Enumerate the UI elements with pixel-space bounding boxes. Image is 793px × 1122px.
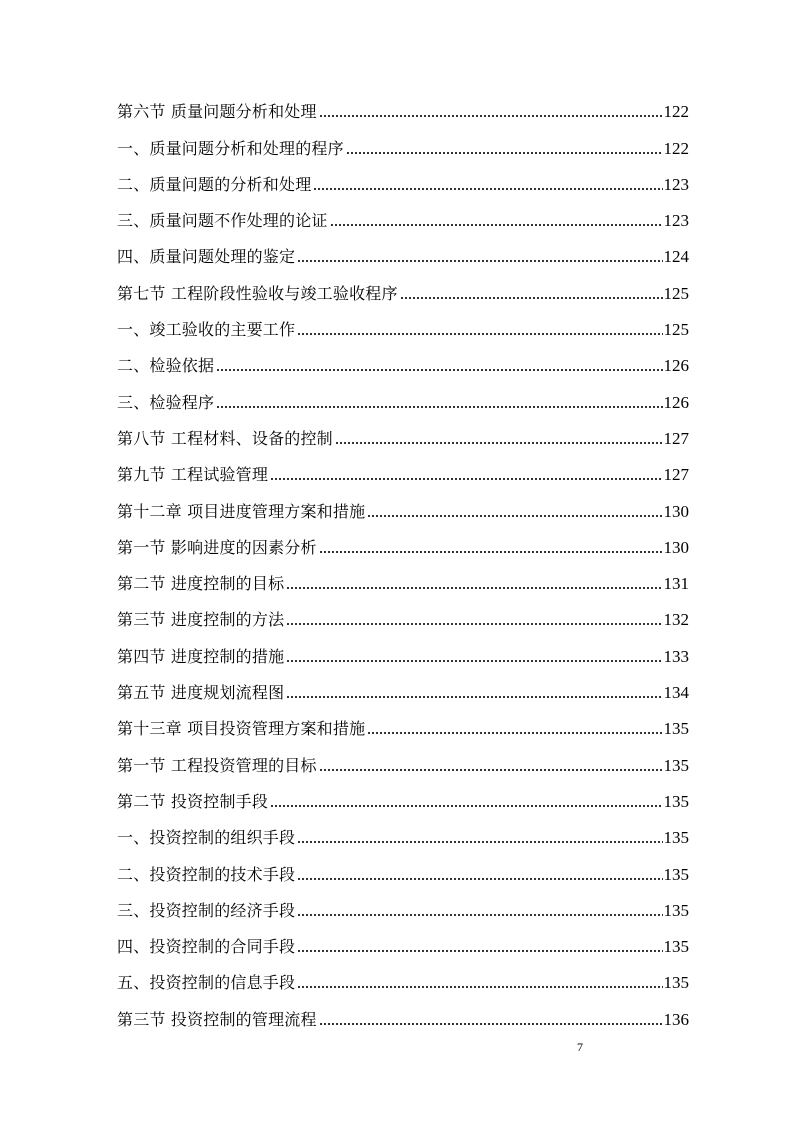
toc-entry-page: 130 — [663, 537, 689, 557]
toc-entry-title: 三、质量问题不作处理的论证 — [117, 211, 328, 231]
toc-entry-page: 126 — [663, 356, 689, 376]
toc-entry-page: 136 — [663, 1009, 689, 1029]
toc-entry-title: 一、竣工验收的主要工作 — [117, 320, 296, 340]
toc-dot-leader — [286, 622, 662, 626]
toc-entry[interactable] — [117, 848, 689, 884]
toc-entry-page: 125 — [663, 320, 689, 340]
toc-entry-title: 第四节 进度控制的措施 — [117, 646, 285, 666]
toc-entry-title: 第八节 工程材料、设备的控制 — [117, 428, 333, 448]
toc-entry[interactable] — [117, 122, 689, 158]
toc-entry[interactable] — [117, 776, 689, 812]
toc-entry[interactable] — [117, 812, 689, 848]
toc-entry-title: 第三节 进度控制的方法 — [117, 610, 285, 630]
toc-entry-title: 一、质量问题分析和处理的程序 — [117, 138, 344, 158]
toc-entry[interactable] — [117, 522, 689, 558]
toc-entry-title: 第二节 进度控制的目标 — [117, 574, 285, 594]
toc-entry-page: 122 — [663, 102, 689, 122]
toc-dot-leader — [286, 586, 662, 590]
toc-entry-page: 125 — [663, 283, 689, 303]
toc-entry-page: 124 — [663, 247, 689, 267]
toc-entry-page: 135 — [663, 864, 689, 884]
toc-entry-page: 133 — [663, 646, 689, 666]
toc-entry-title: 第六节 质量问题分析和处理 — [117, 102, 317, 122]
toc-entry-title: 第二节 投资控制手段 — [117, 791, 269, 811]
toc-entry[interactable] — [117, 231, 689, 267]
toc-dot-leader — [286, 659, 662, 663]
toc-dot-leader — [297, 332, 662, 336]
toc-entry[interactable] — [117, 630, 689, 666]
toc-dot-leader — [330, 223, 663, 227]
toc-dot-leader — [367, 731, 662, 735]
toc-entry[interactable] — [117, 413, 689, 449]
page-number: 7 — [577, 1040, 583, 1054]
toc-entry-page: 127 — [663, 428, 689, 448]
toc-entry[interactable] — [117, 739, 689, 775]
toc-dot-leader — [270, 477, 662, 481]
toc-entry-page: 135 — [663, 900, 689, 920]
toc-entry-title: 二、质量问题的分析和处理 — [117, 174, 312, 194]
toc-entry-page: 135 — [663, 755, 689, 775]
toc-entry[interactable] — [117, 558, 689, 594]
toc-entry-title: 二、投资控制的技术手段 — [117, 864, 296, 884]
toc-entry-title: 第九节 工程试验管理 — [117, 465, 269, 485]
toc-dot-leader — [319, 550, 663, 554]
toc-entry-title: 第一节 工程投资管理的目标 — [117, 755, 317, 775]
toc-entry[interactable] — [117, 267, 689, 303]
toc-entry-page: 135 — [663, 973, 689, 993]
toc-entry-page: 131 — [663, 574, 689, 594]
toc-entry[interactable] — [117, 993, 689, 1029]
toc-dot-leader — [297, 913, 662, 917]
toc-entry-page: 126 — [663, 392, 689, 412]
toc-entry-title: 第五节 进度规划流程图 — [117, 683, 285, 703]
toc-entry-title: 一、投资控制的组织手段 — [117, 828, 296, 848]
toc-entry-title: 第十二章 项目进度管理方案和措施 — [117, 501, 366, 521]
toc-entry-page: 134 — [663, 683, 689, 703]
toc-entry-title: 三、检验程序 — [117, 392, 215, 412]
toc-entry[interactable] — [117, 340, 689, 376]
toc-entry-title: 四、质量问题处理的鉴定 — [117, 247, 296, 267]
toc-dot-leader — [297, 840, 662, 844]
toc-entry[interactable] — [117, 304, 689, 340]
toc-entry-title: 四、投资控制的合同手段 — [117, 937, 296, 957]
toc-entry[interactable] — [117, 195, 689, 231]
toc-entry[interactable] — [117, 159, 689, 195]
toc-dot-leader — [346, 151, 663, 155]
toc-dot-leader — [216, 368, 662, 372]
toc-entry[interactable] — [117, 376, 689, 412]
toc-entry-page: 135 — [663, 828, 689, 848]
toc-entry[interactable] — [117, 485, 689, 521]
toc-entry-title: 第十三章 项目投资管理方案和措施 — [117, 719, 366, 739]
toc-dot-leader — [216, 405, 662, 409]
toc-entry[interactable] — [117, 594, 689, 630]
toc-entry-title: 第三节 投资控制的管理流程 — [117, 1009, 317, 1029]
toc-entry[interactable] — [117, 885, 689, 921]
toc-entry-page: 132 — [663, 610, 689, 630]
toc-entry-page: 135 — [663, 791, 689, 811]
toc-dot-leader — [319, 1022, 663, 1026]
toc-dot-leader — [400, 296, 663, 300]
toc-dot-leader — [367, 514, 662, 518]
toc-dot-leader — [313, 187, 662, 191]
toc-dot-leader — [319, 114, 663, 118]
toc-entry-page: 130 — [663, 501, 689, 521]
toc-dot-leader — [297, 985, 662, 989]
toc-entry-title: 五、投资控制的信息手段 — [117, 973, 296, 993]
toc-entry[interactable] — [117, 703, 689, 739]
toc-entry-page: 135 — [663, 719, 689, 739]
table-of-contents — [117, 86, 689, 1030]
toc-dot-leader — [286, 695, 662, 699]
toc-entry[interactable] — [117, 449, 689, 485]
toc-entry-title: 第七节 工程阶段性验收与竣工验收程序 — [117, 283, 398, 303]
toc-dot-leader — [297, 259, 662, 263]
toc-dot-leader — [297, 877, 662, 881]
toc-entry[interactable] — [117, 921, 689, 957]
toc-dot-leader — [335, 441, 663, 445]
toc-entry[interactable] — [117, 667, 689, 703]
toc-dot-leader — [297, 949, 662, 953]
toc-entry-page: 122 — [663, 138, 689, 158]
toc-entry-page: 123 — [663, 211, 689, 231]
toc-dot-leader — [270, 804, 662, 808]
toc-dot-leader — [319, 768, 663, 772]
toc-entry[interactable] — [117, 86, 689, 122]
toc-entry-page: 127 — [663, 465, 689, 485]
toc-entry-title: 二、检验依据 — [117, 356, 215, 376]
toc-entry-title: 三、投资控制的经济手段 — [117, 900, 296, 920]
toc-entry-page: 123 — [663, 174, 689, 194]
toc-entry-title: 第一节 影响进度的因素分析 — [117, 537, 317, 557]
toc-entry[interactable] — [117, 957, 689, 993]
toc-entry-page: 135 — [663, 937, 689, 957]
